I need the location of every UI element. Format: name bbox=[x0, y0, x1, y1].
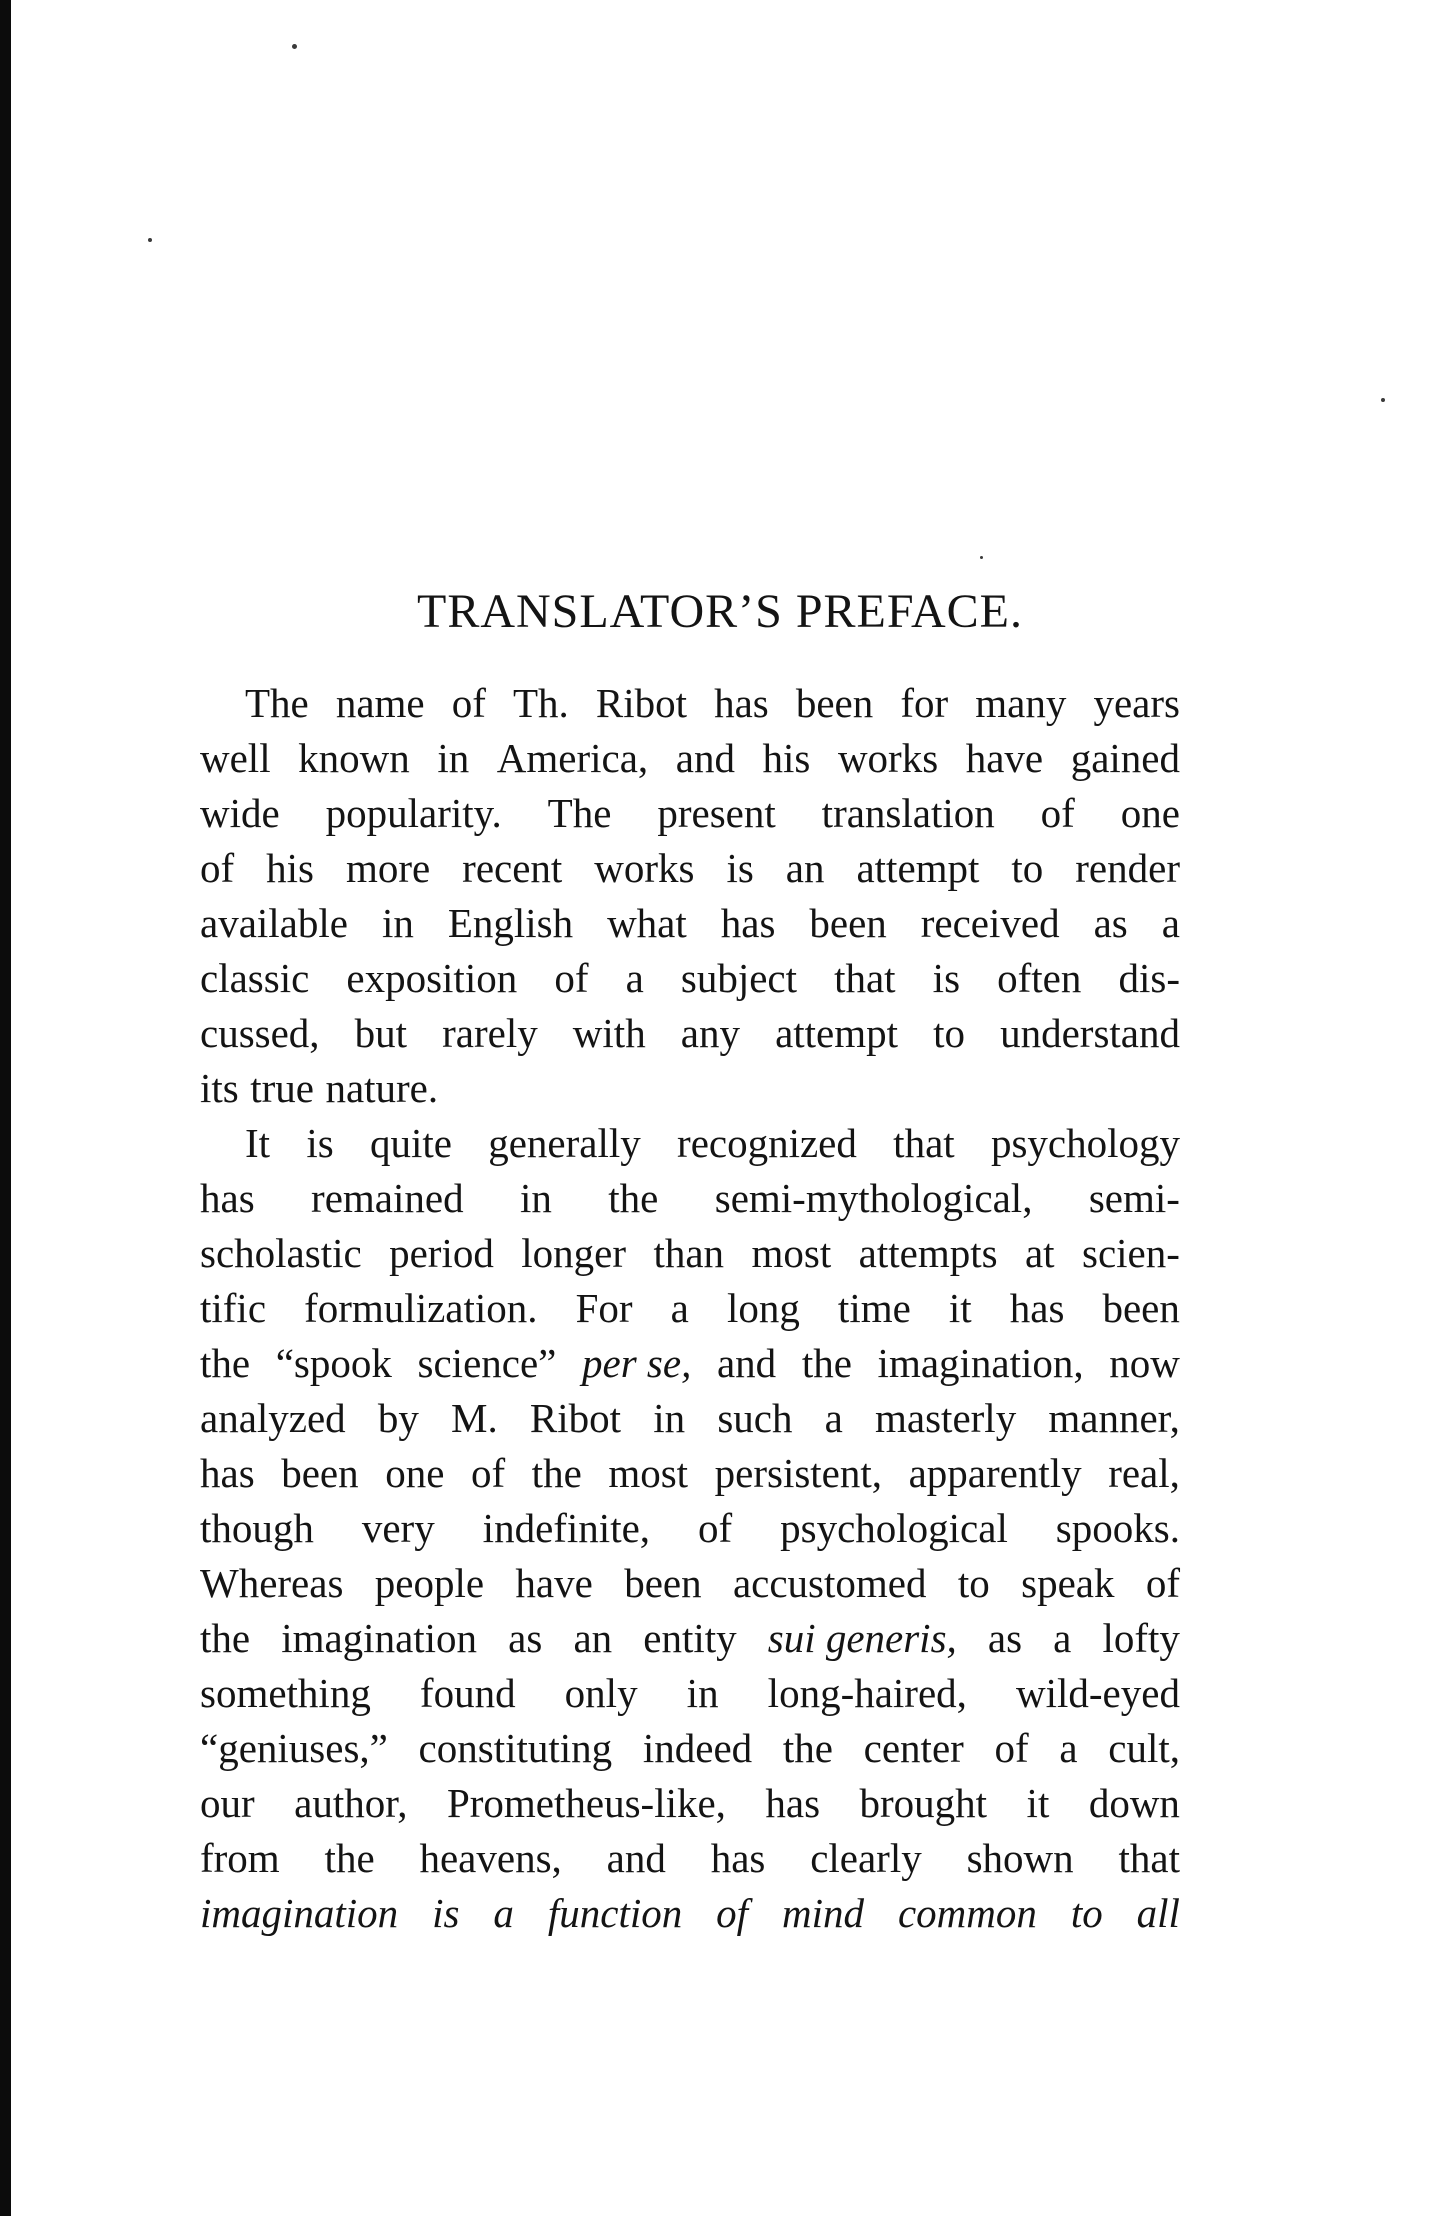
word: rarely bbox=[442, 1010, 538, 1056]
word: a bbox=[493, 1890, 514, 1936]
word: masterly bbox=[875, 1395, 1017, 1441]
word: found bbox=[419, 1670, 516, 1716]
word: often bbox=[997, 955, 1082, 1001]
word: to bbox=[1011, 845, 1044, 891]
word: a bbox=[1161, 900, 1180, 946]
word: works bbox=[837, 735, 939, 781]
word: function bbox=[547, 1890, 683, 1936]
word: the bbox=[324, 1835, 375, 1881]
word: from bbox=[200, 1835, 280, 1881]
word: as bbox=[1093, 900, 1128, 946]
word: has bbox=[200, 1450, 255, 1496]
word: a bbox=[670, 1285, 689, 1331]
word: is bbox=[432, 1890, 460, 1936]
word: popularity. bbox=[325, 790, 502, 836]
word: received bbox=[920, 900, 1060, 946]
word: scholastic bbox=[200, 1230, 362, 1276]
scan-page-edge bbox=[0, 0, 11, 2216]
text-line bbox=[200, 1281, 1180, 1336]
word: in bbox=[686, 1670, 719, 1716]
word: true bbox=[250, 1065, 314, 1111]
word: Prometheus-like, bbox=[446, 1780, 726, 1826]
word: by bbox=[377, 1395, 419, 1441]
paragraph bbox=[200, 676, 1180, 1116]
word: has bbox=[710, 1835, 766, 1881]
word: an bbox=[785, 845, 825, 891]
word: with bbox=[572, 1010, 646, 1056]
word: his bbox=[266, 845, 314, 891]
word: one bbox=[385, 1450, 445, 1496]
word: real, bbox=[1108, 1450, 1180, 1496]
word: common bbox=[897, 1890, 1037, 1936]
word: of bbox=[994, 1725, 1029, 1771]
word: longer bbox=[521, 1230, 627, 1276]
word: been bbox=[795, 680, 874, 726]
word: time bbox=[837, 1285, 911, 1331]
word: recent bbox=[462, 845, 563, 891]
word: dis- bbox=[1118, 955, 1180, 1001]
word: constituting bbox=[418, 1725, 613, 1771]
word: For bbox=[575, 1285, 633, 1331]
scan-speck bbox=[980, 556, 983, 559]
word: it bbox=[948, 1285, 972, 1331]
word: though bbox=[200, 1505, 314, 1551]
word: known bbox=[298, 735, 410, 781]
word: shown bbox=[966, 1835, 1074, 1881]
word: most bbox=[751, 1230, 832, 1276]
text-line bbox=[200, 1831, 1180, 1886]
word: been bbox=[1102, 1285, 1180, 1331]
word: apparently bbox=[908, 1450, 1082, 1496]
word: all bbox=[1136, 1890, 1180, 1936]
word: English bbox=[447, 900, 574, 946]
word: most bbox=[608, 1450, 689, 1496]
word: been bbox=[281, 1450, 359, 1496]
preface-body bbox=[200, 676, 1180, 1941]
word: in bbox=[437, 735, 470, 781]
word: a bbox=[824, 1395, 843, 1441]
word: center bbox=[863, 1725, 964, 1771]
word: as bbox=[987, 1615, 1023, 1661]
word: name bbox=[335, 680, 425, 726]
word: sui generis, bbox=[767, 1615, 957, 1661]
word: Ribot bbox=[595, 680, 688, 726]
word: a bbox=[1053, 1615, 1072, 1661]
word: attempt bbox=[856, 845, 980, 891]
word: heavens, bbox=[419, 1835, 562, 1881]
text-line bbox=[200, 1666, 1180, 1721]
word: to bbox=[1070, 1890, 1103, 1936]
word: in bbox=[653, 1395, 686, 1441]
word: down bbox=[1088, 1780, 1180, 1826]
word: been bbox=[809, 900, 887, 946]
text-line bbox=[200, 1501, 1180, 1556]
word: speak bbox=[1021, 1560, 1115, 1606]
word: been bbox=[624, 1560, 702, 1606]
word: accustomed bbox=[732, 1560, 927, 1606]
word: and bbox=[716, 1340, 777, 1386]
word: imagination, bbox=[877, 1340, 1084, 1386]
word: of bbox=[451, 680, 486, 726]
word: clearly bbox=[810, 1835, 922, 1881]
word: of bbox=[554, 955, 589, 1001]
word: imagination bbox=[281, 1615, 478, 1661]
word: generally bbox=[488, 1120, 641, 1166]
text-line bbox=[200, 1611, 1180, 1666]
word: attempt bbox=[775, 1010, 899, 1056]
text-line bbox=[200, 1556, 1180, 1611]
word: classic bbox=[200, 955, 310, 1001]
word: in bbox=[381, 900, 414, 946]
word: gained bbox=[1070, 735, 1180, 781]
word: for bbox=[900, 680, 949, 726]
word: has bbox=[714, 680, 769, 726]
word: it bbox=[1026, 1780, 1050, 1826]
word: very bbox=[361, 1505, 435, 1551]
word: It bbox=[245, 1120, 271, 1166]
word: entity bbox=[643, 1615, 737, 1661]
word: of bbox=[1040, 790, 1075, 836]
word: is bbox=[306, 1120, 334, 1166]
word: has bbox=[1009, 1285, 1065, 1331]
text-line bbox=[200, 1721, 1180, 1776]
word: Th. bbox=[512, 680, 569, 726]
word: that bbox=[1118, 1835, 1180, 1881]
word: an bbox=[573, 1615, 613, 1661]
text-line bbox=[200, 1226, 1180, 1281]
word: manner, bbox=[1048, 1395, 1180, 1441]
word: works bbox=[594, 845, 695, 891]
word: one bbox=[1120, 790, 1180, 836]
word: a bbox=[625, 955, 644, 1001]
word: is bbox=[932, 955, 961, 1001]
word: the bbox=[200, 1340, 251, 1386]
word: attempts bbox=[858, 1230, 998, 1276]
word: the bbox=[608, 1175, 659, 1221]
word: years bbox=[1093, 680, 1180, 726]
word: spooks. bbox=[1055, 1505, 1180, 1551]
word: render bbox=[1075, 845, 1180, 891]
word: have bbox=[965, 735, 1044, 781]
word: the bbox=[531, 1450, 582, 1496]
word: has bbox=[765, 1780, 821, 1826]
word: recognized bbox=[677, 1120, 857, 1166]
text-line bbox=[200, 786, 1180, 841]
word: science” bbox=[417, 1340, 557, 1386]
word: cussed, bbox=[200, 1010, 320, 1056]
word: persistent, bbox=[714, 1450, 883, 1496]
word: the bbox=[801, 1340, 852, 1386]
word: wild-eyed bbox=[1016, 1670, 1180, 1716]
word: and bbox=[675, 735, 735, 781]
word: long-haired, bbox=[767, 1670, 967, 1716]
word: something bbox=[200, 1670, 371, 1716]
word: understand bbox=[1000, 1010, 1180, 1056]
word: lofty bbox=[1102, 1615, 1180, 1661]
word: has bbox=[720, 900, 776, 946]
word: in bbox=[519, 1175, 552, 1221]
word: but bbox=[354, 1010, 408, 1056]
word: Ribot bbox=[529, 1395, 622, 1441]
word: of bbox=[716, 1890, 749, 1936]
word: analyzed bbox=[200, 1395, 346, 1441]
word: scien- bbox=[1082, 1230, 1180, 1276]
word: brought bbox=[859, 1780, 988, 1826]
word: quite bbox=[369, 1120, 452, 1166]
word: semi- bbox=[1088, 1175, 1180, 1221]
word: have bbox=[515, 1560, 593, 1606]
word: and bbox=[606, 1835, 666, 1881]
text-line bbox=[200, 1886, 1180, 1941]
word: nature. bbox=[325, 1065, 439, 1111]
word: mind bbox=[782, 1890, 865, 1936]
word: a bbox=[1059, 1725, 1078, 1771]
word: “geniuses,” bbox=[200, 1725, 388, 1771]
word: author, bbox=[294, 1780, 408, 1826]
word: “spook bbox=[275, 1340, 392, 1386]
word: of bbox=[1145, 1560, 1180, 1606]
word: to bbox=[957, 1560, 990, 1606]
word: its bbox=[200, 1065, 239, 1111]
word: formulization. bbox=[304, 1285, 538, 1331]
word: at bbox=[1024, 1230, 1055, 1276]
word: of bbox=[470, 1450, 506, 1496]
word: more bbox=[345, 845, 431, 891]
word: psychological bbox=[780, 1505, 1008, 1551]
text-line bbox=[200, 676, 1180, 731]
word: has bbox=[200, 1175, 255, 1221]
text-line bbox=[200, 1116, 1180, 1171]
word: of bbox=[698, 1505, 733, 1551]
word: available bbox=[200, 900, 348, 946]
word: people bbox=[374, 1560, 485, 1606]
scan-speck bbox=[292, 44, 297, 49]
text-line bbox=[200, 896, 1180, 951]
word: present bbox=[657, 790, 776, 836]
word: imagination bbox=[200, 1890, 399, 1936]
word: tific bbox=[200, 1285, 267, 1331]
word: per se, bbox=[582, 1340, 692, 1386]
text-line bbox=[200, 1776, 1180, 1831]
word: is bbox=[726, 845, 754, 891]
word: well bbox=[200, 735, 271, 781]
word: The bbox=[245, 680, 309, 726]
scan-speck bbox=[1381, 398, 1385, 402]
word: semi-mythological, bbox=[714, 1175, 1033, 1221]
word: wide bbox=[200, 790, 280, 836]
text-line bbox=[200, 1006, 1180, 1061]
word: his bbox=[762, 735, 811, 781]
word: that bbox=[834, 955, 896, 1001]
word: the bbox=[200, 1615, 251, 1661]
word: exposition bbox=[346, 955, 518, 1001]
word: many bbox=[975, 680, 1067, 726]
word: only bbox=[564, 1670, 638, 1716]
word: indeed bbox=[642, 1725, 753, 1771]
word: than bbox=[653, 1230, 725, 1276]
word: to bbox=[933, 1010, 966, 1056]
paragraph bbox=[200, 1116, 1180, 1941]
page-title: TRANSLATOR’S PREFACE. bbox=[417, 585, 1023, 638]
word: what bbox=[607, 900, 687, 946]
word: as bbox=[508, 1615, 543, 1661]
text-line bbox=[200, 841, 1180, 896]
word: such bbox=[717, 1395, 793, 1441]
word: Whereas bbox=[200, 1560, 344, 1606]
word: of bbox=[200, 845, 235, 891]
text-line bbox=[200, 1336, 1180, 1391]
text-line bbox=[200, 1446, 1180, 1501]
text-line bbox=[200, 731, 1180, 786]
word: The bbox=[547, 790, 612, 836]
word: remained bbox=[311, 1175, 464, 1221]
word: subject bbox=[680, 955, 797, 1001]
word: America, bbox=[496, 735, 649, 781]
text-line bbox=[200, 1391, 1180, 1446]
word: the bbox=[782, 1725, 833, 1771]
word: translation bbox=[821, 790, 995, 836]
word: M. bbox=[451, 1395, 498, 1441]
text-line bbox=[200, 951, 1180, 1006]
word: indefinite, bbox=[482, 1505, 651, 1551]
word: any bbox=[680, 1010, 740, 1056]
word: now bbox=[1109, 1340, 1180, 1386]
text-line bbox=[200, 1061, 1180, 1116]
scan-speck bbox=[148, 238, 152, 242]
word: long bbox=[726, 1285, 800, 1331]
word: cult, bbox=[1108, 1725, 1180, 1771]
word: period bbox=[389, 1230, 494, 1276]
text-line bbox=[200, 1171, 1180, 1226]
word: that bbox=[893, 1120, 955, 1166]
word: our bbox=[200, 1780, 255, 1826]
word: psychology bbox=[990, 1120, 1180, 1166]
